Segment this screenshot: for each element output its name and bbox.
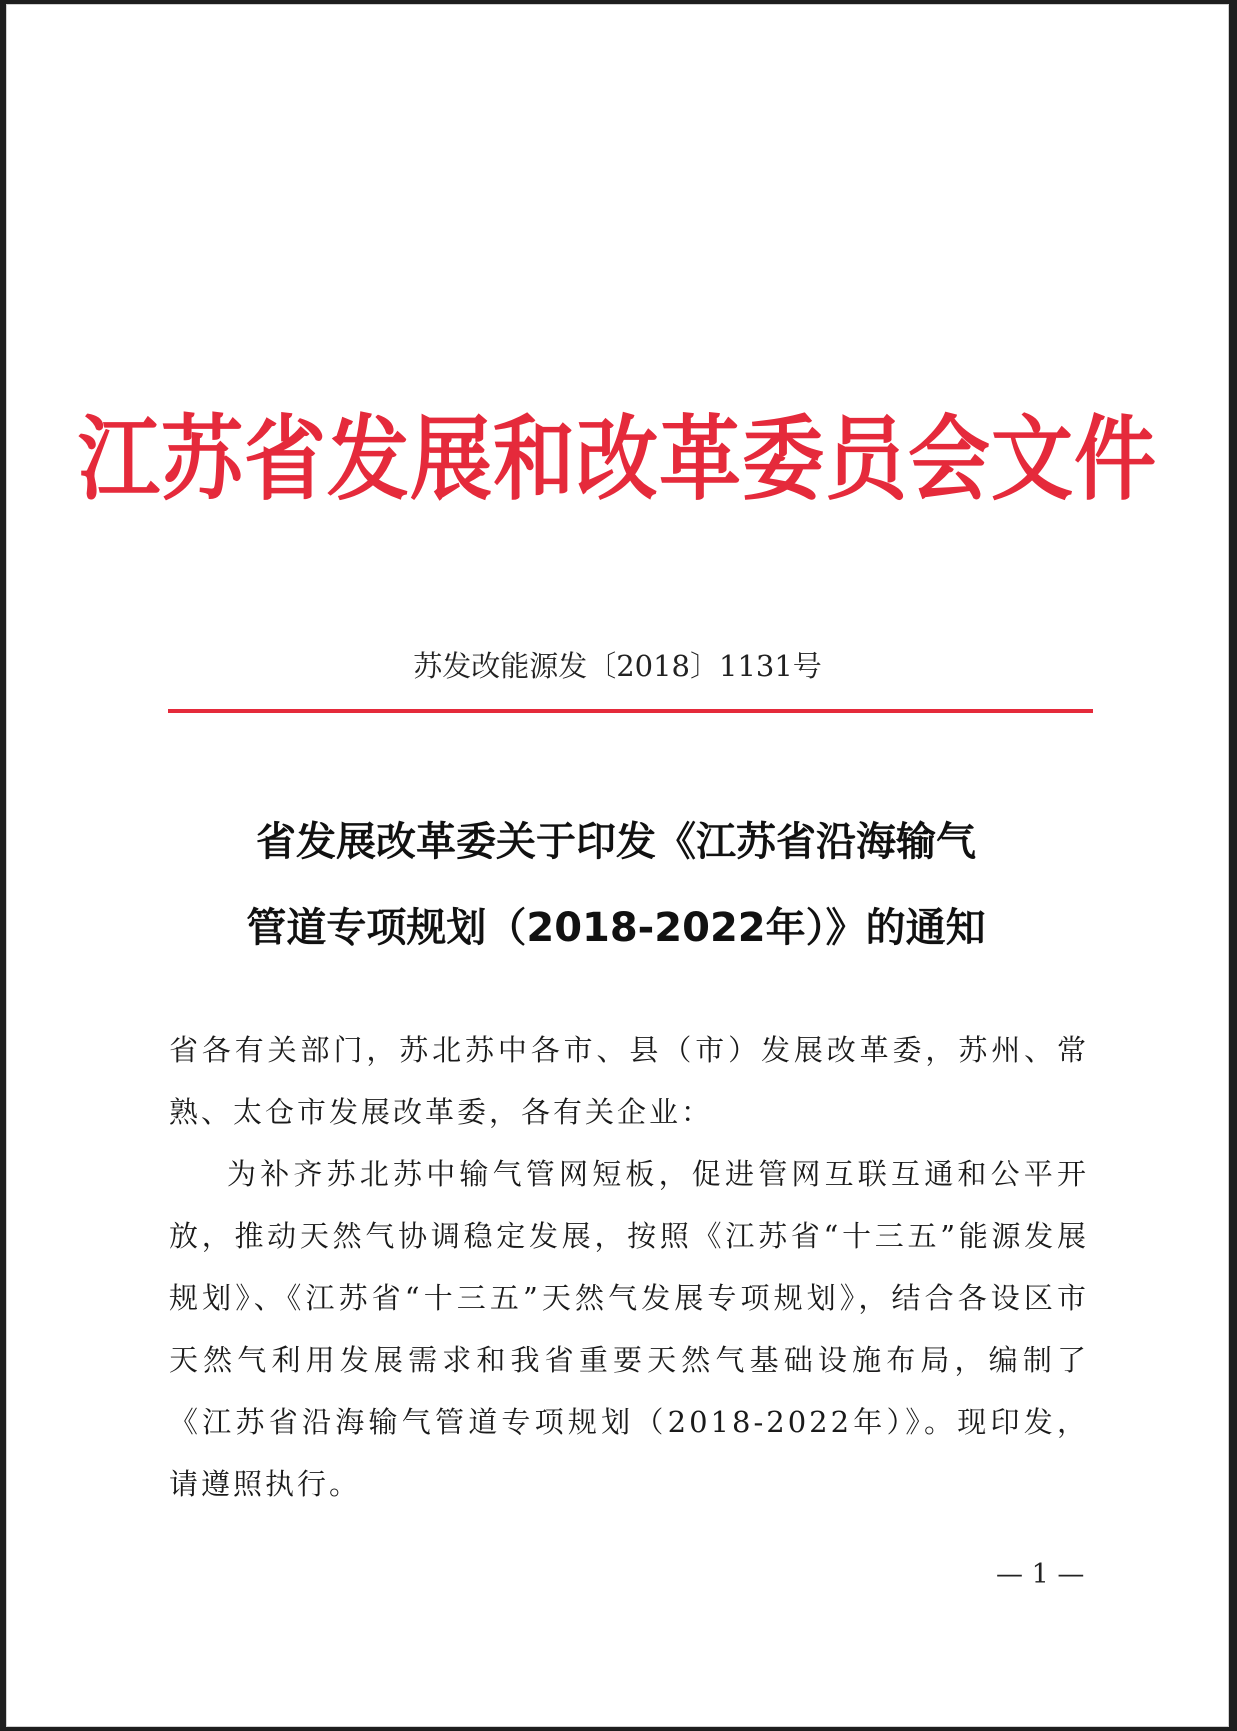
notice-title — [146, 799, 1086, 971]
notice-body — [169, 1019, 1089, 1515]
document-number: 苏发改能源发〔2018〕1131号 — [413, 649, 822, 683]
masthead-title: 江苏省发展和改革委员会文件 — [77, 407, 1157, 514]
addressee-paragraph: 省各有关部门，苏北苏中各市、县（市）发展改革委，苏州、常熟、太仓市发展改革委，各有关企业： — [169, 1033, 1089, 1129]
page-number: — 1 — — [996, 1559, 1085, 1590]
main-paragraph: 为补齐苏北苏中输气管网短板，促进管网互联互通和公平开放，推动天然气协调稳定发展，按照《江苏省“十三五”能源发展规划》、《江苏省“十三五”天然气发展专项规划》，结合各设区市天然气利用发展需求和我省重要天然气基础设施布局，编制了《江苏省沿海输气管道专项规划（2018-2022年）》。现印发，请遵照执行。 — [169, 1157, 1089, 1501]
notice-title-line-2: 管道专项规划（2018-2022年）》的通知 — [246, 905, 986, 951]
document-page — [6, 4, 1229, 1727]
notice-title-line-1: 省发展改革委关于印发《江苏省沿海输气 — [256, 819, 976, 865]
red-divider-line — [168, 709, 1093, 713]
